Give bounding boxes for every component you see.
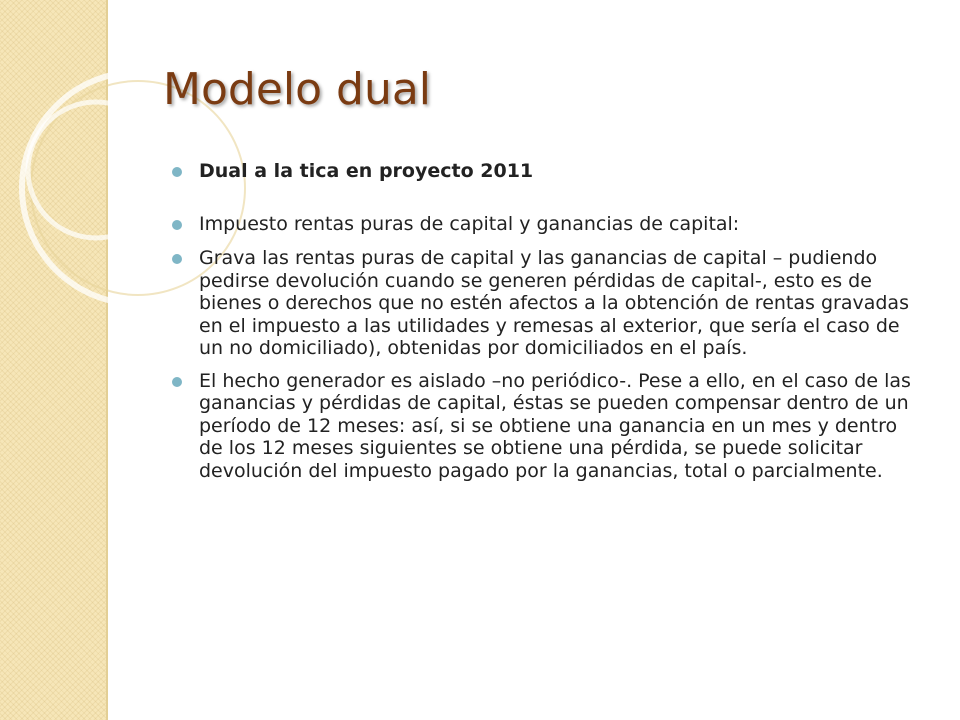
slide-title: Modelo dual bbox=[163, 64, 432, 115]
bullet-item bbox=[172, 247, 912, 360]
bullet-marker bbox=[172, 220, 182, 230]
bullet-text: Impuesto rentas puras de capital y ganancias de capital: bbox=[199, 212, 740, 235]
bullet-list bbox=[172, 160, 912, 482]
bullet-item bbox=[172, 370, 912, 483]
bullet-item bbox=[172, 160, 912, 183]
bullet-marker bbox=[172, 254, 182, 264]
bullet-text: Dual a la tica en proyecto 2011 bbox=[199, 160, 534, 182]
bullet-item bbox=[172, 213, 912, 236]
bullet-text: Grava las rentas puras de capital y las ganancias de capital – pudiendo pedirse devolución cuando se generen pérdidas de capital-, esto es de bienes o derechos que no estén afectos a la obtención de rentas gravadas en el impuesto a las utilidades y remesas al exterior, que sería el caso de un no domiciliado), obtenidas por domiciliados en el país. bbox=[199, 247, 909, 359]
bullet-marker bbox=[172, 377, 182, 387]
bullet-text: El hecho generador es aislado –no periódico-. Pese a ello, en el caso de las ganancias y pérdidas de capital, éstas se pueden compensar dentro de un período de 12 meses: así, si se obtiene una ganancia en un mes y dentro de los 12 meses siguientes se obtiene una pérdida, se puede solicitar devolución del impuesto pagado por la ganancias, total o parcialmente. bbox=[199, 369, 911, 482]
bullet-marker bbox=[172, 167, 182, 177]
